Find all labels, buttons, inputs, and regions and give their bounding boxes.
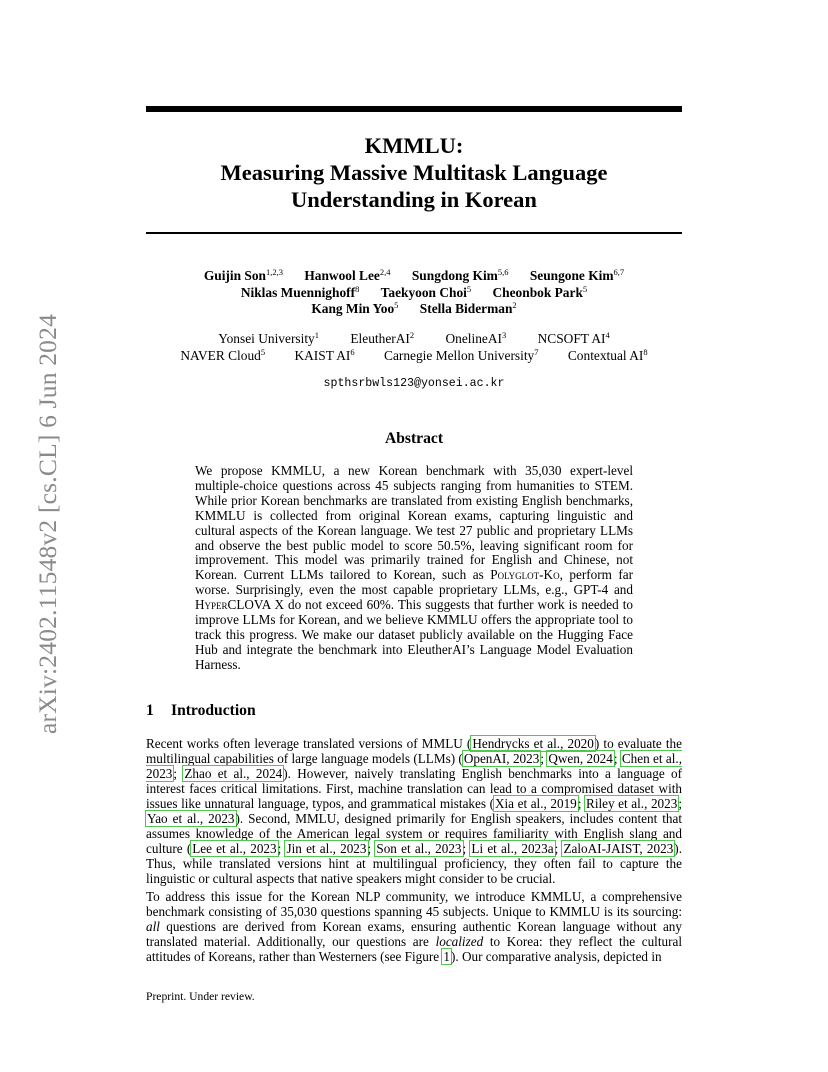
model-name: Hyper (195, 597, 228, 613)
abstract-text: We propose KMMLU, a new Korean benchmark with 35,030 expert-level multiple-choice questions across 45 subjects ranging from humanities to STEM. While prior Korean benchmarks are translated from existing English benchmarks, KMMLU is collected from original Korean exams, capturing linguistic and cultural aspects of the Korean language. We test 27 public and proprietary LLMs and observe the best public model to score 50.5%, leaving significant room for improvement. This model was primarily trained for English and Chinese, not Korean. Current LLMs tailored to Korean, such as Polyglot-Ko, perform far worse. Surprisingly, even the most capable proprietary LLMs, e.g., GPT-4 and HyperCLOVA X do not exceed 60%. This suggests that further work is needed to improve LLMs for Korean, and we believe KMMLU offers the appropriate tool to track this progress. We make our dataset publicly available on the Hugging Face Hub and integrate the benchmark into EleutherAI’s Language Model Evaluation Harness. (195, 463, 633, 672)
title-line: Understanding in Korean (291, 187, 537, 212)
intro-paragraph: To address this issue for the Korean NLP community, we introduce KMMLU, a comprehensive benchmark consisting of 35,030 questions spanning 45 subjects. Unique to KMMLU is its sourcing: all questions are derived from Korean exams, ensuring authentic Korean language without any translated material. Additionally, our questions are localized to Korea: they reflect the cultural attitudes of Koreans, rather than Westerners (see Figure 1). Our comparative analysis, depicted in (146, 889, 683, 964)
affiliation: Yonsei University$^1$ (218, 330, 320, 346)
citation-link[interactable]: Son et al., 2023 (376, 840, 462, 856)
figure-reference-link[interactable]: 1 (443, 948, 451, 964)
intro-paragraph: Recent works often leverage translated versions of MMLU (Hendrycks et al., 2020) to evaluate the multilingual capabilities of large language models (LLMs) (OpenAI, 2023; Qwen, 2024; Chen et al., 2023; Zhao et al., 2024). However, naively translating English benchmarks into a language of interest faces critical limitations. First, machine translation can lead to a compromised dataset with issues like unnatural language, typos, and grammatical mistakes (Xia et al., 2019; Riley et al., 2023; Yao et al., 2023). Second, MMLU, designed primarily for English speakers, includes content that assumes knowledge of the American legal system or requires familiarity with English slang and culture (Lee et al., 2023; Jin et al., 2023; Son et al., 2023; Li et al., 2023a; ZaloAI-JAIST, 2023). Thus, while translated versions hint at multilingual proficiency, they often fail to capture the linguistic or cultural aspects that native speakers might consider to be crucial. (146, 736, 683, 886)
affiliation: OnelineAI$^3$ (445, 330, 507, 346)
affiliation: KAIST $AI^6$ (294, 346, 355, 363)
abstract-heading: Abstract (384, 430, 444, 447)
author: Taekyoon Choi$^5$ (380, 283, 472, 300)
citation-link[interactable]: Hendrycks et al., 2020 (472, 736, 594, 751)
author: Seungone Kim$^{6,7}$ (529, 267, 625, 283)
author-list (146, 268, 682, 318)
author: Cheonbok Park$^5$ (492, 283, 588, 300)
citation-link[interactable]: Jin et al., 2023 (286, 840, 367, 856)
citation-link[interactable]: Chen et al., 2023 (146, 750, 683, 781)
affiliation: Contextual $AI^8$ (567, 346, 648, 363)
citation-link[interactable]: Li et al., 2023a (471, 840, 554, 856)
footer-note: Preprint. Under review. (146, 990, 255, 1003)
affiliation: NCSOFT $AI^4$ (537, 330, 610, 346)
arxiv-identifier: arXiv:2402.11548v2 [cs.CL] 6 Jun 2024 (33, 313, 62, 735)
title-bottom-rule (146, 232, 682, 234)
citation-link[interactable]: Lee et al., 2023 (192, 840, 277, 856)
citation-link[interactable]: ZaloAI-JAIST, 2023 (563, 840, 674, 856)
section-heading: 1 Introduction (146, 702, 256, 719)
citation-link[interactable]: Xia et al., 2019 (494, 795, 577, 811)
citation-link[interactable]: Qwen, 2024 (548, 750, 613, 766)
author: Kang Min Yoo$^5$ (311, 300, 399, 316)
author: Stella Biderman$^2$ (419, 300, 517, 316)
affiliation: Carnegie Mellon University$^7$ (384, 346, 539, 363)
title-line: Measuring Massive Multitask Language (220, 160, 608, 185)
model-name: Polyglot-Ko (490, 567, 560, 583)
affiliation: EleutherAI$^2$ (350, 330, 415, 346)
paper-title (146, 132, 682, 213)
citation-link[interactable]: OpenAI, 2023 (463, 750, 540, 766)
author: Hanwool Lee$^{2,4}$ (304, 267, 391, 283)
affiliation: NAVER Cloud$^5$ (180, 346, 266, 363)
title-line: KMMLU: (364, 133, 464, 158)
title-top-rule (146, 106, 682, 112)
citation-link[interactable]: Riley et al., 2023 (586, 795, 678, 811)
contact-email[interactable]: spthsrbwls123@yonsei.ac.kr (323, 377, 505, 390)
citation-link[interactable]: Zhao et al., 2024 (184, 765, 283, 781)
author: Sungdong Kim$^{5,6}$ (411, 267, 509, 283)
citation-link[interactable]: Yao et al., 2023 (147, 810, 235, 826)
author: Niklas Muennighoff$^8$ (240, 283, 360, 300)
author: Guijin Son$^{1,2,3}$ (203, 267, 283, 283)
affiliation-list (146, 331, 682, 364)
